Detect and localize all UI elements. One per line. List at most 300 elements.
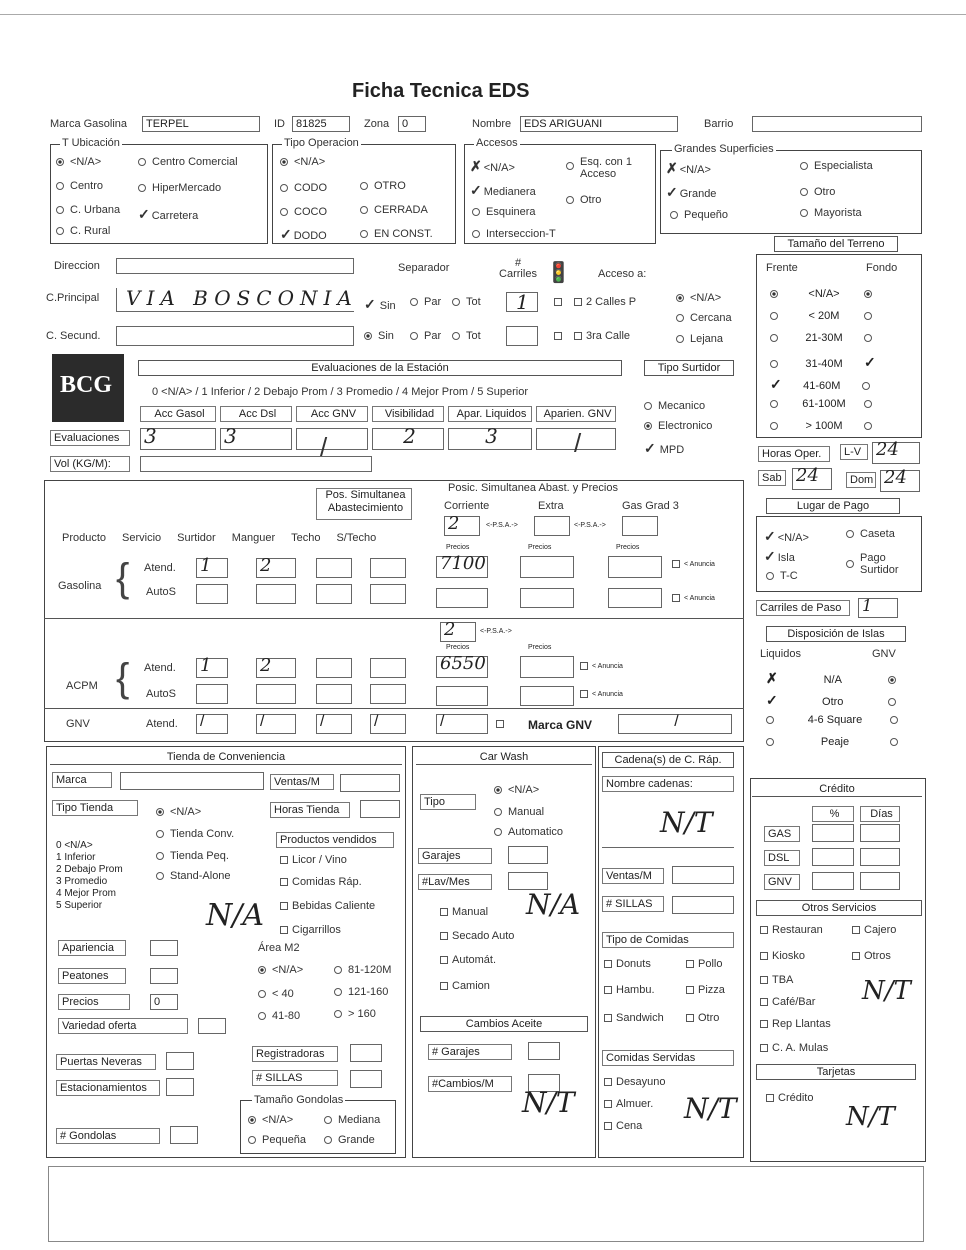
garajes-field[interactable] [508,846,548,864]
zona-label: Zona [364,118,390,130]
check-mark-icon: ✓ [766,692,778,708]
eval-value-field[interactable]: 3 [140,428,216,450]
checkbox-icon [440,982,448,990]
acpm-surt-field[interactable]: 1 [196,658,228,678]
direccion-field[interactable] [116,258,354,274]
radio-icon [770,422,778,430]
principal-label: C.Principal [46,292,100,304]
credito-gnv-label: GNV [764,874,800,890]
gondolas-field[interactable] [170,1126,198,1144]
radio-icon [770,400,778,408]
acpm-stecho-field[interactable] [370,658,406,678]
comida-hambu[interactable]: Hambu. [604,984,655,996]
check-mark-icon: ✓ [764,548,776,564]
carwash-tipo-na[interactable]: <N/A> [494,784,539,796]
radio-icon [360,206,368,214]
op-cerrada-option[interactable]: CERRADA [360,204,428,216]
acpm-brace: { [116,656,130,700]
op-const-option[interactable]: EN CONST. [360,228,433,240]
gondolas-na[interactable]: <N/A> [248,1114,293,1126]
gnv-mang-field[interactable]: / [256,714,296,734]
comida-sandwich[interactable]: Sandwich [604,1012,664,1024]
comida-donuts[interactable]: Donuts [604,958,651,970]
peatones-field[interactable] [150,968,178,984]
acpm-techo-field[interactable] [316,658,352,678]
checkbox-icon [280,926,288,934]
variedad-label: Variedad oferta [58,1018,188,1034]
gas-stecho-field[interactable] [370,558,406,578]
surtidor-electronico[interactable]: Electronico [644,420,712,432]
terreno-row[interactable]: < 20M [770,310,910,332]
acpm-mang-field[interactable]: 2 [256,658,296,678]
radio-icon [770,334,778,342]
acceso-lejana[interactable]: Lejana [676,333,723,345]
ubic-hiper-option[interactable]: HiperMercado [138,182,221,194]
acpm-anuncia-2[interactable]: < Anuncia [580,690,623,698]
islas-row[interactable]: ✓ Otro [766,692,916,714]
cadena-sillas-field[interactable] [672,896,734,914]
acc-esquinera-option[interactable]: Esquinera [472,206,536,218]
checkbox-icon [760,1020,768,1028]
cadena-na-mark: N/T [660,806,713,839]
checkbox-icon [604,960,612,968]
gnv-anuncia[interactable] [496,718,508,730]
eval-scale: 0 <N/A> / 1 Inferior / 2 Debajo Prom / 3 Promedio / 4 Mejor Prom / 5 Superior [152,386,528,398]
prod-comidas[interactable]: Comidas Ráp. [280,876,362,888]
op-coco-option[interactable]: COCO [280,206,327,218]
otros-otros[interactable]: Otros [852,950,891,962]
tienda-marca-field[interactable] [120,772,264,790]
direccion-label: Direccion [54,260,100,272]
id-field[interactable]: 81825 [292,116,350,132]
acpm-precio2-field[interactable] [520,656,574,678]
pago-isla[interactable]: ✓ Isla [764,548,795,564]
servidas-na-mark: N/T [684,1092,737,1125]
comida-otro[interactable]: Otro [686,1012,719,1024]
surtidor-mecanico[interactable]: Mecanico [644,400,705,412]
lav-label: #Lav/Mes [418,874,492,890]
radio-icon [258,966,266,974]
radio-icon [800,188,808,196]
checkbox-icon [686,960,694,968]
sup-na-option[interactable]: ✗ <N/A> [666,160,711,176]
radio-icon [138,158,146,166]
gas-precio5-field[interactable] [520,588,574,608]
carwash-tipo-auto[interactable]: Automatico [494,826,563,838]
sup-otro-option[interactable]: Otro [800,186,835,198]
radio-icon [864,312,872,320]
marca-field[interactable]: TERPEL [142,116,260,132]
pago-caseta[interactable]: Caseta [846,528,895,540]
registradoras-field[interactable] [350,1044,382,1062]
radio-icon [156,830,164,838]
credito-gas-dias[interactable] [860,824,900,842]
area-na[interactable]: <N/A> [258,964,303,976]
gas-surt-field[interactable]: 1 [196,558,228,578]
area-title: Área M2 [258,942,300,954]
terreno-row[interactable]: ✓ 41-60M [770,376,910,398]
radio-icon [156,872,164,880]
tienda-tipo-na[interactable]: <N/A> [156,806,201,818]
sep2-par[interactable]: Par [410,330,441,342]
surtidor-mpd[interactable]: ✓ MPD [644,440,685,456]
sep2-tot[interactable]: Tot [452,330,481,342]
col-header: S/Techo [336,532,377,544]
tienda-ventas-field[interactable] [340,774,400,792]
islas-liquidos-label: Liquidos [760,648,801,660]
radio-icon [770,312,778,320]
gas-grad-field[interactable] [622,516,658,536]
productos-label: Productos vendidos [276,832,394,848]
cadena-title: Cadena(s) de C. Ráp. [602,752,734,768]
acc-otro-option[interactable]: Otro [566,194,601,206]
otros-mulas[interactable]: C. A. Mulas [760,1042,828,1054]
col-header: Producto [62,532,107,544]
islas-row[interactable]: 4-6 Square [766,714,916,736]
producto-headers [62,532,376,544]
otros-llantas[interactable]: Rep Llantas [760,1018,831,1030]
ubic-na-option[interactable]: <N/A> [56,156,101,168]
checkbox-icon [280,878,288,886]
gas-pos-field[interactable]: 2 [444,516,480,536]
escala-item: 0 <N/A> [56,840,93,851]
notes-area[interactable] [48,1166,924,1242]
terreno-row[interactable]: 21-30M [770,332,910,354]
radio-icon [324,1116,332,1124]
ubic-centro-option[interactable]: Centro [56,180,103,192]
ubic-carretera-option[interactable]: ✓ Carretera [138,206,199,222]
sup-especialista-option[interactable]: Especialista [800,160,873,172]
gas-precio6-field[interactable] [608,588,662,608]
otros-cafe[interactable]: Café/Bar [760,996,815,1008]
area-81[interactable]: 81-120M [334,964,391,976]
radio-icon [676,314,684,322]
acceso-na[interactable]: <N/A> [676,292,721,304]
puertas-field[interactable] [166,1052,194,1070]
posic-label: Posic. Simultanea Abast. y Precios [448,482,618,494]
op-otro-option[interactable]: OTRO [360,180,406,192]
vol-field[interactable] [140,456,372,472]
servida-cena[interactable]: Cena [604,1120,642,1132]
sep1-sin[interactable]: ✓ Sin [364,296,396,312]
eval-value-field[interactable]: 2 [372,428,444,450]
gas-precio3-field[interactable] [608,556,662,578]
radio-icon [766,572,774,580]
gondolas-mediana[interactable]: Mediana [324,1114,380,1126]
radio-icon [334,988,342,996]
credito-gnv-pct[interactable] [812,872,854,890]
islas-options [766,670,916,758]
checkbox-icon [604,1100,612,1108]
gondolas-grande[interactable]: Grande [324,1134,375,1146]
eval-value-field[interactable]: 3 [220,428,292,450]
servida-almuer[interactable]: Almuer. [604,1098,653,1110]
op-codo-option[interactable]: CODO [280,182,327,194]
cambios-title: Cambios Aceite [420,1016,588,1032]
eval-cols [140,406,616,422]
carriles2-field[interactable] [506,326,538,346]
tarjeta-credito[interactable]: Crédito [766,1092,813,1104]
radio-icon [280,184,288,192]
gas-anuncia-2[interactable]: < Anuncia [672,594,715,602]
marca-gnv-field[interactable]: / [618,714,732,734]
eval-col-label: Apar. Liquidos [448,406,532,422]
sup-pequeno-option[interactable]: Pequeño [670,209,728,221]
credito-dsl-pct[interactable] [812,848,854,866]
carriles-paso-label: Carriles de Paso [756,600,850,616]
dom-field[interactable]: 24 [880,470,920,492]
terreno-row[interactable]: > 100M [770,420,910,442]
gnv-techo-field[interactable]: / [316,714,352,734]
radio-icon [364,332,372,340]
credito-title: Crédito [752,782,922,797]
nombre-field[interactable]: EDS ARIGUANI [520,116,678,132]
secund-field[interactable] [116,326,354,346]
comida-pollo[interactable]: Pollo [686,958,722,970]
checkbox-icon [686,986,694,994]
col-header: Techo [291,532,321,544]
checkbox-icon [760,952,768,960]
extra-label: Extra [538,500,564,512]
check-mark-icon: ✓ [666,184,678,200]
area-41[interactable]: 41-80 [258,1010,300,1022]
gas-mang2-field[interactable] [256,584,296,604]
comida-pizza[interactable]: Pizza [686,984,725,996]
carwash-tipo-label: Tipo [420,794,476,810]
acc-na-option[interactable]: ✗ <N/A> [470,158,515,174]
sep2-sin[interactable]: Sin [364,330,394,342]
marca-label: Marca Gasolina [50,118,128,130]
credito-gnv-dias[interactable] [860,872,900,890]
check-mark-icon: ✓ [280,226,292,242]
radio-icon [494,828,502,836]
acceso-cercana[interactable]: Cercana [676,312,732,324]
sillas-tienda-label: # SILLAS [252,1070,338,1086]
tienda-ventas-label: Ventas/M [270,774,334,790]
apariencia-field[interactable] [150,940,178,956]
checkbox-icon [280,902,288,910]
lv-label: L-V [840,444,868,460]
gnv-atend-label: Atend. [146,718,178,730]
checkbox-icon [604,986,612,994]
carwash-na-mark: N/A [526,888,581,921]
gas-anuncia[interactable]: < Anuncia [672,560,715,568]
islas-row[interactable]: Peaje [766,736,916,758]
servida-desayuno[interactable]: Desayuno [604,1076,666,1088]
radio-icon [888,698,896,706]
gas-precio4-field[interactable] [436,588,488,608]
radio-icon [566,162,574,170]
eval-value-field[interactable]: 3 [448,428,532,450]
otros-tba[interactable]: TBA [760,974,793,986]
radio-icon [360,230,368,238]
peatones-label: Peatones [58,968,126,984]
bcg-logo-text: BCG [60,372,113,398]
cw-automat[interactable]: Automát. [440,954,496,966]
top-rule [0,14,966,15]
sab-label: Sab [758,470,786,486]
credito-dsl-dias[interactable] [860,848,900,866]
area-160[interactable]: > 160 [334,1008,376,1020]
carriles-paso-field[interactable]: 1 [858,598,898,618]
acpm-label: ACPM [66,680,98,692]
acpm-techo2-field[interactable] [316,684,352,704]
acc-medianera-option[interactable]: ✓ Medianera [470,182,536,198]
prod-cigarrillos[interactable]: Cigarrillos [280,924,341,936]
acpm-autos-label: AutoS [146,688,176,700]
acpm-precio-field[interactable]: 6550 [436,656,488,678]
gas-mang-field[interactable]: 2 [256,558,296,578]
form-title: Ficha Tecnica EDS [352,80,530,102]
acpm-surt2-field[interactable] [196,684,228,704]
gnv-surt-field[interactable]: / [196,714,228,734]
check-mark-icon: ✓ [364,296,376,312]
tarjetas-title: Tarjetas [756,1064,916,1080]
gas-techo-field[interactable] [316,558,352,578]
terreno-row[interactable]: <N/A> [770,288,910,310]
gas-surt2-field[interactable] [196,584,228,604]
acpm-precio4-field[interactable] [520,686,574,706]
cw-secado[interactable]: Secado Auto [440,930,514,942]
tienda-tipo-stand[interactable]: Stand-Alone [156,870,231,882]
calle3-option[interactable]: 3ra Calle [554,330,630,342]
gondolas-pequena[interactable]: Pequeña [248,1134,306,1146]
sab-field[interactable]: 24 [792,468,832,490]
ubic-urbana-option[interactable]: C. Urbana [56,204,120,216]
sup-grande-option[interactable]: ✓ Grande [666,184,717,200]
zona-field[interactable]: 0 [398,116,426,132]
radio-icon [452,298,460,306]
otros-kiosko[interactable]: Kiosko [760,950,805,962]
radio-icon [156,852,164,860]
cw-manual[interactable]: Manual [440,906,488,918]
radio-icon [644,422,652,430]
radio-icon [324,1136,332,1144]
terreno-row[interactable]: 31-40M ✓ [770,354,910,376]
gas-techo2-field[interactable] [316,584,352,604]
cw-camion[interactable]: Camion [440,980,490,992]
radio-icon [56,227,64,235]
acpm-pos-field[interactable]: 2 [440,622,476,642]
radio-icon [862,382,870,390]
gas-stecho2-field[interactable] [370,584,406,604]
gas-precio-field[interactable]: 7100 [436,556,488,578]
cadena-ventas-field[interactable] [672,866,734,884]
acpm-precio3-field[interactable] [436,686,488,706]
carwash-tipo-manual[interactable]: Manual [494,806,544,818]
credito-pct-label: % [812,806,854,822]
area-40[interactable]: < 40 [258,988,294,1000]
precios-label: Precios [446,544,470,551]
prod-bebidas[interactable]: Bebidas Caliente [280,900,375,912]
ubic-cc-option[interactable]: Centro Comercial [138,156,238,168]
precios-tienda-field[interactable]: 0 [150,994,178,1010]
terreno-row[interactable]: 61-100M [770,398,910,420]
radio-icon [864,334,872,342]
acc-intersec-option[interactable]: Interseccion-T [472,228,556,240]
gnv-stecho-field[interactable]: / [370,714,406,734]
servidas-label: Comidas Servidas [602,1050,734,1066]
eval-value-field[interactable] [296,428,368,450]
separador-label: Separador [398,262,450,274]
col-header: Manguer [231,532,276,544]
prod-licor[interactable]: Licor / Vino [280,854,347,866]
checkbox-icon [760,976,768,984]
precios-label-3: Precios [616,544,640,551]
islas-gnv-label: GNV [872,648,896,660]
check-mark-icon: ✓ [644,440,656,456]
gas-extra-field[interactable] [534,516,570,536]
sep1-par[interactable]: Par [410,296,441,308]
acpm-anuncia[interactable]: < Anuncia [580,662,623,670]
radio-icon [156,808,164,816]
op-dodo-option[interactable]: ✓ DODO [280,226,327,242]
lv-field[interactable]: 24 [872,442,920,464]
radio-icon [566,196,574,204]
checkbox-icon [852,926,860,934]
credito-gas-label: GAS [764,826,800,842]
pago-tc[interactable]: T-C [766,570,798,582]
surtidor-title: Tipo Surtidor [644,360,734,376]
tienda-tipo-conv[interactable]: Tienda Conv. [156,828,234,840]
radio-icon [864,422,872,430]
acpm-stecho2-field[interactable] [370,684,406,704]
eval-col-label: Visibilidad [372,406,444,422]
area-121[interactable]: 121-160 [334,986,388,998]
barrio-field[interactable] [752,116,922,132]
fondo-label: Fondo [866,262,898,274]
op-na-option[interactable]: <N/A> [280,156,325,168]
sep1-tot[interactable]: Tot [452,296,481,308]
tienda-tipo-peq[interactable]: Tienda Peq. [156,850,229,862]
ubic-rural-option[interactable]: C. Rural [56,225,110,237]
horas-tienda-field[interactable] [360,800,400,818]
corriente-label: Corriente [444,500,490,512]
acpm-mang2-field[interactable] [256,684,296,704]
acpm-precios-label-2: Precios [528,644,552,651]
gas-precio2-field[interactable] [520,556,574,578]
traffic-light-icon: 🚦 [546,262,571,284]
credito-dsl-label: DSL [764,850,800,866]
radio-icon [410,298,418,306]
sup-mayorista-option[interactable]: Mayorista [800,207,862,219]
producto-divider [44,708,744,709]
otros-restauran[interactable]: Restauran [760,924,823,936]
pago-na[interactable]: ✓ <N/A> [764,528,809,544]
variedad-field[interactable] [198,1018,226,1034]
radio-icon [280,158,288,166]
gas-autos-label: AutoS [146,586,176,598]
islas-row[interactable]: ✗ N/A [766,670,916,692]
eval-col-label: Aparien. GNV [536,406,616,422]
cambios-garajes-field[interactable] [528,1042,560,1060]
acc-esq1-option[interactable]: Esq. con 1 Acceso [566,156,642,180]
check-mark-icon: ✓ [864,354,876,370]
registradoras-label: Registradoras [252,1046,338,1062]
checkbox-icon [760,1044,768,1052]
otros-cajero[interactable]: Cajero [852,924,896,936]
calles2-option[interactable]: 2 Calles P [554,296,636,308]
escala-item: 3 Promedio [56,876,108,887]
radio-icon [138,184,146,192]
gnv-precio-field[interactable]: / [436,714,488,734]
sillas-tienda-field[interactable] [350,1070,382,1088]
pago-surtidor[interactable]: Pago Surtidor [846,552,910,576]
tienda-escala [56,840,123,912]
credito-gas-pct[interactable] [812,824,854,842]
precios-tienda-label: Precios [58,994,130,1010]
estacion-field[interactable] [166,1078,194,1096]
